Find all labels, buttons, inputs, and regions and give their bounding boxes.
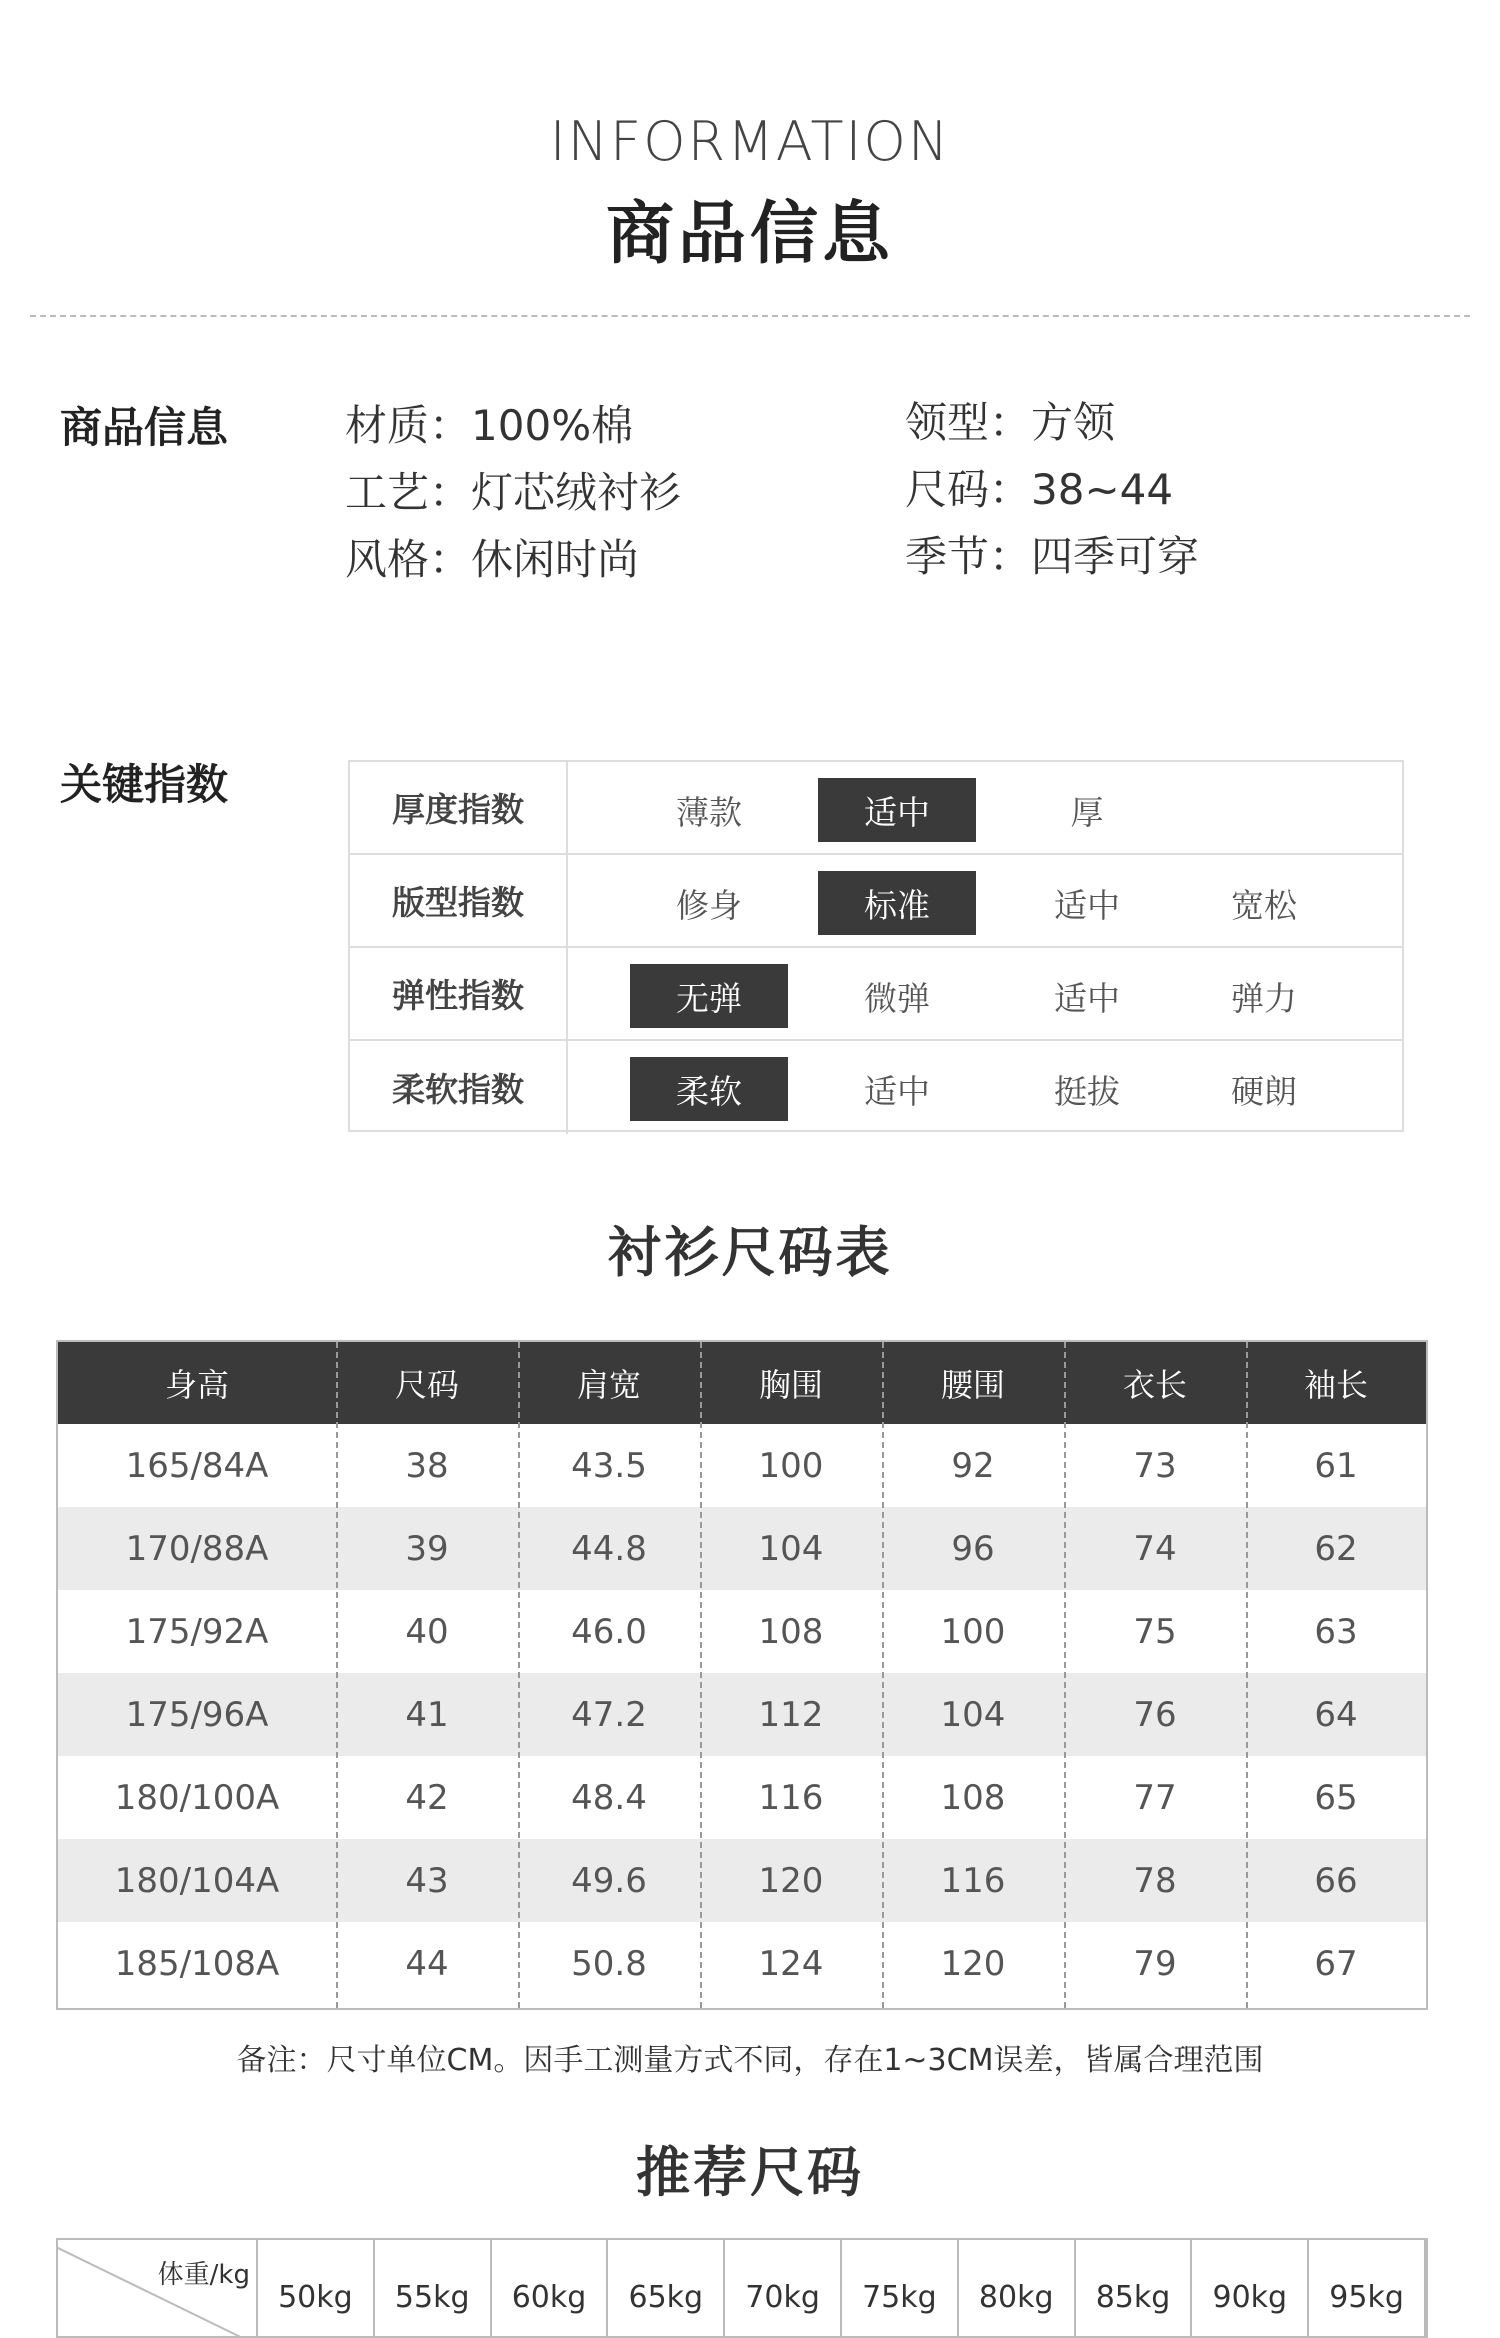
weight-header-cell: 95kg [1309, 2240, 1426, 2338]
table-cell: 124 [758, 1943, 824, 1984]
key-index-option: 修身 [676, 885, 742, 925]
attr-size: 尺码：38~44 [905, 465, 1174, 514]
table-cell: 180/100A [114, 1777, 280, 1818]
key-index-option-selected: 柔软 [630, 1057, 788, 1121]
weight-header-cell: 50kg [258, 2240, 375, 2338]
table-row [58, 1590, 1426, 1673]
table-cell: 44 [405, 1943, 449, 1984]
size-chart-header-cell: 胸围 [758, 1366, 823, 1404]
key-index-option: 硬朗 [1231, 1071, 1297, 1111]
weight-header-cell: 90kg [1192, 2240, 1309, 2338]
size-chart-title: 衬衫尺码表 [607, 1221, 893, 1284]
size-chart-header-cell: 身高 [164, 1366, 229, 1404]
table-cell: 44.8 [571, 1528, 647, 1569]
size-chart-table [56, 1340, 1428, 2010]
key-index-option: 适中 [864, 1071, 930, 1111]
key-index-name: 弹性指数 [350, 948, 568, 1039]
attr-season: 季节：四季可穿 [905, 532, 1200, 581]
recommend-table [56, 2238, 1428, 2338]
table-cell: 170/88A [125, 1528, 269, 1569]
table-cell: 92 [951, 1445, 995, 1486]
attr-collar: 领型：方领 [905, 398, 1116, 447]
table-cell: 175/96A [125, 1694, 269, 1735]
size-chart-header-cell: 肩宽 [576, 1366, 641, 1404]
table-cell: 78 [1133, 1860, 1177, 1901]
table-cell: 43 [405, 1860, 449, 1901]
table-cell: 66 [1314, 1860, 1358, 1901]
section-title-cn: 商品信息 [605, 195, 894, 274]
table-cell: 104 [758, 1528, 824, 1569]
table-cell: 112 [758, 1694, 824, 1735]
size-chart-note: 备注：尺寸单位CM。因手工测量方式不同，存在1~3CM误差，皆属合理范围 [236, 2043, 1264, 2078]
table-cell: 77 [1133, 1777, 1177, 1818]
weight-header-cell: 75kg [842, 2240, 959, 2338]
size-chart-header-cell: 尺码 [394, 1366, 459, 1404]
size-chart-header-cell: 袖长 [1303, 1366, 1368, 1404]
key-index-row [350, 762, 1402, 855]
table-cell: 116 [940, 1860, 1006, 1901]
key-index-option-selected: 无弹 [630, 964, 788, 1028]
table-row [58, 1756, 1426, 1839]
table-cell: 63 [1314, 1611, 1358, 1652]
attr-style: 风格：休闲时尚 [345, 535, 640, 584]
size-chart-header [58, 1342, 1426, 1424]
key-index-option: 薄款 [676, 792, 742, 832]
table-cell: 79 [1133, 1943, 1177, 1984]
table-row [58, 1839, 1426, 1922]
table-cell: 120 [940, 1943, 1006, 1984]
key-index-name: 柔软指数 [350, 1041, 568, 1134]
table-cell: 48.4 [571, 1777, 647, 1818]
key-index-name: 版型指数 [350, 855, 568, 946]
table-cell: 100 [940, 1611, 1006, 1652]
key-index-option: 适中 [1054, 978, 1120, 1018]
attr-material: 材质：100%棉 [345, 401, 634, 450]
table-cell: 175/92A [125, 1611, 269, 1652]
table-row [58, 1507, 1426, 1590]
key-index-row [350, 855, 1402, 948]
weight-header-cell: 85kg [1076, 2240, 1193, 2338]
key-index-name: 厚度指数 [350, 762, 568, 853]
table-cell: 50.8 [571, 1943, 647, 1984]
column-divider [1246, 1342, 1248, 2008]
table-cell: 39 [405, 1528, 449, 1569]
weight-header-cell: 55kg [375, 2240, 492, 2338]
table-cell: 61 [1314, 1445, 1358, 1486]
table-cell: 108 [940, 1777, 1006, 1818]
table-cell: 74 [1133, 1528, 1177, 1569]
size-chart-header-cell: 腰围 [940, 1366, 1005, 1404]
recommend-corner-cell [58, 2240, 258, 2338]
table-cell: 38 [405, 1445, 449, 1486]
table-cell: 180/104A [114, 1860, 280, 1901]
key-index-option-selected: 标准 [818, 871, 976, 935]
table-cell: 42 [405, 1777, 449, 1818]
attr-craft: 工艺：灯芯绒衬衫 [345, 468, 682, 517]
table-cell: 62 [1314, 1528, 1358, 1569]
column-divider [336, 1342, 338, 2008]
table-cell: 165/84A [125, 1445, 269, 1486]
table-cell: 116 [758, 1777, 824, 1818]
table-cell: 185/108A [114, 1943, 280, 1984]
table-cell: 73 [1133, 1445, 1177, 1486]
key-index-option: 厚 [1070, 792, 1104, 832]
column-divider [882, 1342, 884, 2008]
weight-header-cell: 60kg [492, 2240, 609, 2338]
section-title-en: INFORMATION [549, 110, 951, 173]
table-cell: 41 [405, 1694, 449, 1735]
table-cell: 49.6 [571, 1860, 647, 1901]
weight-header-cell: 65kg [608, 2240, 725, 2338]
table-cell: 120 [758, 1860, 824, 1901]
table-cell: 96 [951, 1528, 995, 1569]
column-divider [700, 1342, 702, 2008]
table-row [58, 1673, 1426, 1756]
key-index-row [350, 1041, 1402, 1134]
table-row [58, 1922, 1426, 2005]
table-cell: 43.5 [571, 1445, 647, 1486]
size-chart-header-cell: 衣长 [1122, 1366, 1187, 1404]
table-cell: 65 [1314, 1777, 1358, 1818]
key-index-row [350, 948, 1402, 1041]
key-index-option: 宽松 [1231, 885, 1297, 925]
key-index-table [348, 760, 1404, 1132]
key-index-option: 微弹 [864, 978, 930, 1018]
table-cell: 104 [940, 1694, 1006, 1735]
dashed-divider [30, 315, 1470, 317]
key-index-option: 弹力 [1231, 978, 1297, 1018]
table-cell: 75 [1133, 1611, 1177, 1652]
product-info-label: 商品信息 [60, 403, 229, 452]
table-cell: 40 [405, 1611, 449, 1652]
key-index-option: 挺拔 [1054, 1071, 1120, 1111]
table-cell: 100 [758, 1445, 824, 1486]
table-cell: 76 [1133, 1694, 1177, 1735]
weight-header-cell: 80kg [959, 2240, 1076, 2338]
table-cell: 64 [1314, 1694, 1358, 1735]
table-cell: 46.0 [571, 1611, 647, 1652]
key-index-label: 关键指数 [60, 760, 229, 809]
key-index-option: 适中 [1054, 885, 1120, 925]
recommend-title: 推荐尺码 [636, 2141, 864, 2204]
column-divider [518, 1342, 520, 2008]
column-divider [1064, 1342, 1066, 2008]
table-cell: 108 [758, 1611, 824, 1652]
weight-header-cell: 70kg [725, 2240, 842, 2338]
table-cell: 67 [1314, 1943, 1358, 1984]
weight-axis-label: 体重/kg [157, 2260, 250, 2290]
key-index-option-selected: 适中 [818, 778, 976, 842]
table-row [58, 1424, 1426, 1507]
table-cell: 47.2 [571, 1694, 647, 1735]
